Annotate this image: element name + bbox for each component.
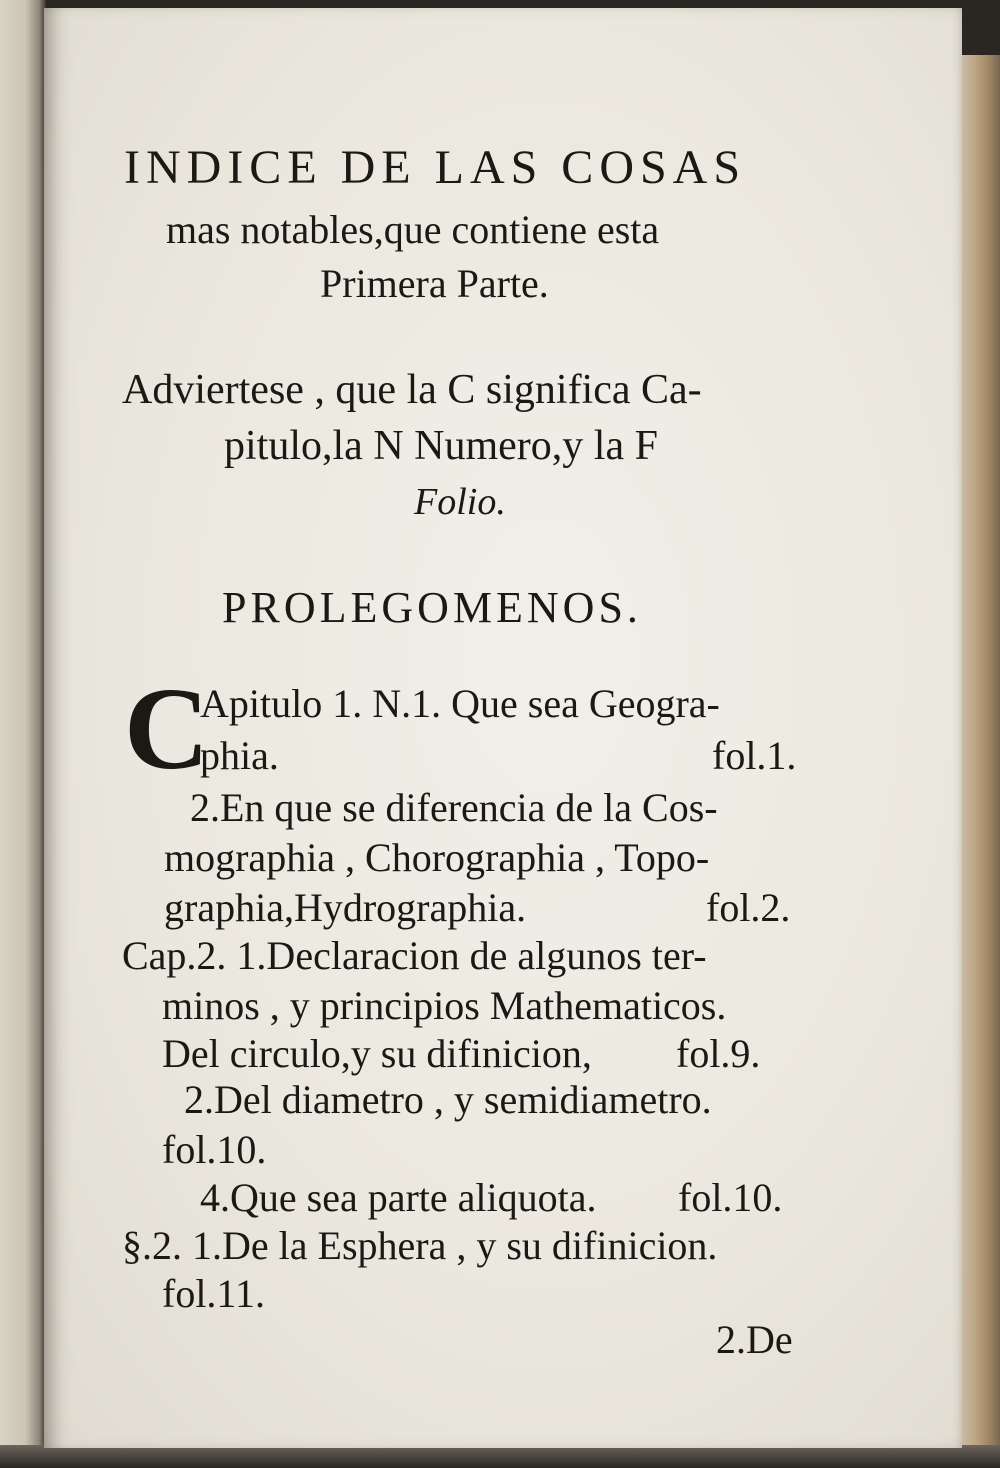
entry-s2-line2: fol.11. <box>162 1271 265 1316</box>
entry-cap1-folio: fol.1. <box>712 733 797 778</box>
entry-n2-line1: 2.En que se diferencia de la Cos- <box>190 785 718 830</box>
entry-n2-line2: mographia , Chorographia , Topo- <box>164 835 710 880</box>
note-line-2: pitulo,la N Numero,y la F <box>224 423 658 469</box>
drop-cap: C <box>124 663 210 794</box>
entry-n2-folio: fol.2. <box>706 885 791 930</box>
note-line-3: Folio. <box>414 481 506 523</box>
entry-cap2-folio: fol.9. <box>676 1031 761 1076</box>
heading-line-2: mas notables,que contiene esta <box>166 207 660 252</box>
heading-line-1: INDICE DE LAS COSAS <box>124 141 747 194</box>
entry-cap2-line3: Del circulo,y su difinicion, <box>162 1031 592 1076</box>
bottom-shadow <box>0 1445 1000 1468</box>
entry-d2-line1: 2.Del diametro , y semidiametro. <box>184 1077 712 1122</box>
book-page <box>44 8 962 1448</box>
entry-d4-folio: fol.10. <box>678 1175 783 1220</box>
entry-cap1-line1: Apitulo 1. N.1. Que sea Geogra- <box>200 681 720 726</box>
section-title: PROLEGOMENOS. <box>222 583 642 632</box>
entry-s2-line1: §.2. 1.De la Esphera , y su difinicion. <box>122 1223 718 1268</box>
entry-cap1-line2: phia. <box>200 733 279 778</box>
heading-line-3: Primera Parte. <box>320 261 549 306</box>
entry-cap2-line1: Cap.2. 1.Declaracion de algunos ter- <box>122 933 707 978</box>
entry-d2-line2: fol.10. <box>162 1127 267 1172</box>
left-page-edge <box>0 0 46 1468</box>
page-text <box>44 8 962 1448</box>
note-line-1: Adviertese , que la C significa Ca- <box>122 367 702 413</box>
entry-cap2-line2: minos , y principios Mathematicos. <box>162 983 727 1028</box>
entry-d4-line1: 4.Que sea parte aliquota. <box>200 1175 597 1220</box>
catchword: 2.De <box>716 1317 793 1362</box>
entry-n2-line3: graphia,Hydrographia. <box>164 885 527 930</box>
